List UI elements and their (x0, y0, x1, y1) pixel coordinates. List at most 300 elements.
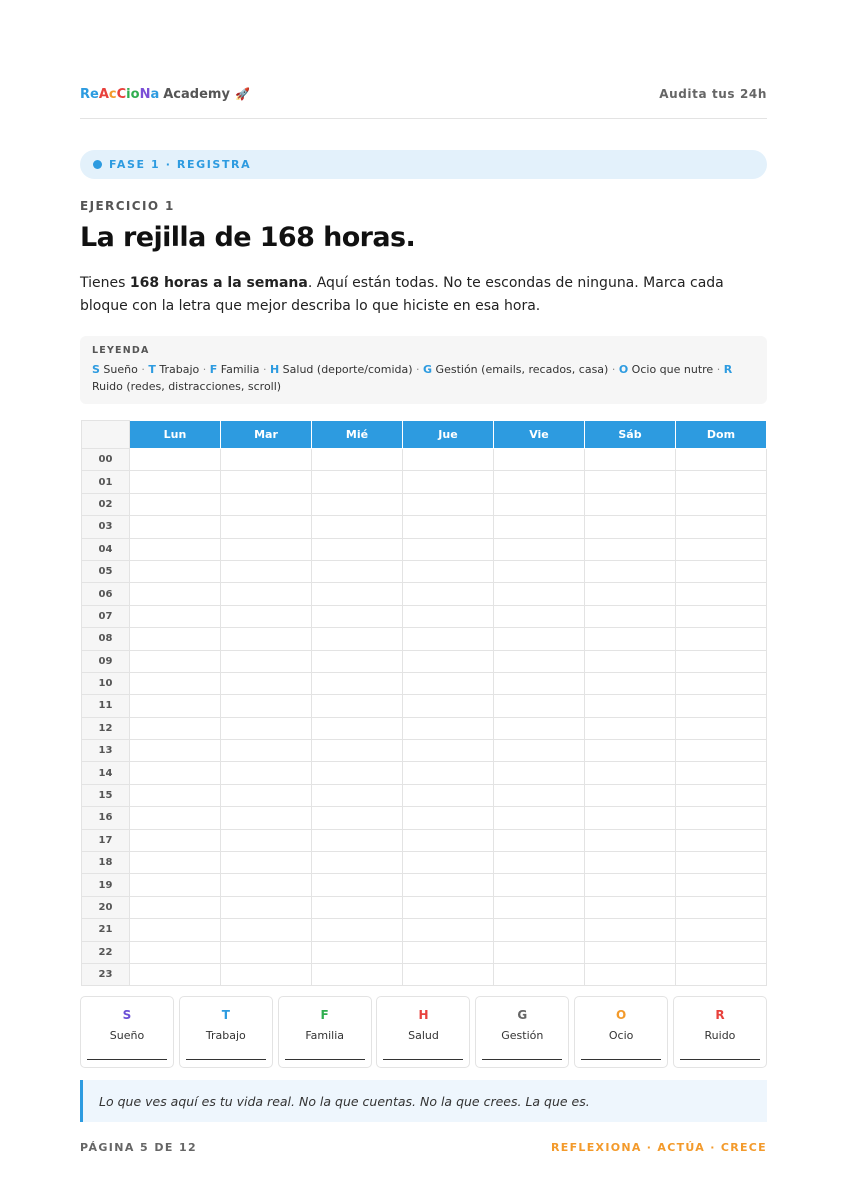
grid-cell[interactable] (494, 807, 585, 829)
grid-cell[interactable] (403, 650, 494, 672)
grid-cell[interactable] (585, 896, 676, 918)
hour-label: 03 (82, 516, 130, 538)
summary-card (376, 996, 470, 1068)
legend-separator: · (412, 363, 424, 376)
page-number: PÁGINA 5 DE 12 (80, 1141, 198, 1154)
grid-cell[interactable] (403, 583, 494, 605)
grid-cell[interactable] (494, 740, 585, 762)
legend-box (80, 336, 767, 404)
grid-cell[interactable] (403, 672, 494, 694)
hour-row (82, 896, 767, 918)
grid-cell[interactable] (585, 874, 676, 896)
grid-cell[interactable] (403, 807, 494, 829)
grid-cell[interactable] (403, 740, 494, 762)
hour-label: 11 (82, 695, 130, 717)
grid-cell[interactable] (494, 829, 585, 851)
grid-cell[interactable] (676, 784, 767, 806)
grid-cell[interactable] (676, 583, 767, 605)
brand-letter: a (150, 86, 160, 102)
card-label: Gestión (501, 1029, 544, 1042)
grid-cell[interactable] (130, 695, 221, 717)
grid-cell[interactable] (676, 919, 767, 941)
hour-label: 09 (82, 650, 130, 672)
grid-cell[interactable] (585, 829, 676, 851)
card-label: Trabajo (205, 1029, 246, 1042)
rocket-icon: 🚀 (234, 87, 250, 101)
legend-label: Ruido (redes, distracciones, scroll) (92, 380, 282, 393)
grid-cell[interactable] (312, 583, 403, 605)
grid-cell[interactable] (403, 941, 494, 963)
grid-cell[interactable] (312, 829, 403, 851)
hour-label: 02 (82, 493, 130, 515)
grid-cell[interactable] (403, 717, 494, 739)
summary-card (179, 996, 273, 1068)
grid-cell[interactable] (221, 538, 312, 560)
grid-cell[interactable] (221, 717, 312, 739)
grid-cell[interactable] (585, 672, 676, 694)
grid-cell[interactable] (676, 538, 767, 560)
grid-cell[interactable] (585, 941, 676, 963)
hour-row (82, 784, 767, 806)
grid-cell[interactable] (312, 471, 403, 493)
card-label: Sueño (109, 1029, 145, 1042)
grid-cell[interactable] (494, 650, 585, 672)
legend-label: Gestión (emails, recados, casa) (432, 363, 609, 376)
grid-cell[interactable] (130, 807, 221, 829)
grid-cell[interactable] (130, 471, 221, 493)
hour-label: 19 (82, 874, 130, 896)
grid-cell[interactable] (130, 852, 221, 874)
legend-separator: · (199, 363, 210, 376)
summary-card (574, 996, 668, 1068)
grid-cell[interactable] (221, 516, 312, 538)
grid-cell[interactable] (130, 516, 221, 538)
grid-cell[interactable] (403, 605, 494, 627)
grid-cell[interactable] (130, 560, 221, 582)
grid-cell[interactable] (585, 650, 676, 672)
legend-key: R (723, 363, 733, 376)
grid-cell[interactable] (494, 471, 585, 493)
grid-cell[interactable] (585, 538, 676, 560)
day-header: Mié (312, 421, 403, 449)
grid-cell[interactable] (676, 628, 767, 650)
grid-cell[interactable] (130, 762, 221, 784)
grid-cell[interactable] (403, 829, 494, 851)
grid-cell[interactable] (676, 449, 767, 471)
legend-key: O (618, 363, 629, 376)
footer-slogan: REFLEXIONA · ACTÚA · CRECE (551, 1141, 767, 1154)
hour-label: 16 (82, 807, 130, 829)
grid-corner (82, 421, 130, 449)
grid-cell[interactable] (403, 695, 494, 717)
grid-cell[interactable] (494, 919, 585, 941)
grid-cell[interactable] (403, 493, 494, 515)
grid-cell[interactable] (585, 516, 676, 538)
grid-cell[interactable] (403, 852, 494, 874)
grid-cell[interactable] (494, 874, 585, 896)
grid-cell[interactable] (676, 941, 767, 963)
intro-before: Tienes (80, 275, 130, 291)
card-letter: F (320, 1008, 329, 1022)
grid-cell[interactable] (494, 560, 585, 582)
quote-box (80, 1080, 767, 1122)
card-write-line[interactable] (482, 1059, 562, 1060)
hour-row (82, 628, 767, 650)
grid-cell[interactable] (130, 896, 221, 918)
grid-cell[interactable] (312, 762, 403, 784)
grid-cell[interactable] (221, 784, 312, 806)
card-write-line[interactable] (581, 1059, 661, 1060)
grid-cell[interactable] (676, 874, 767, 896)
hour-row (82, 538, 767, 560)
phase-banner (80, 150, 767, 179)
card-label: Salud (408, 1029, 439, 1042)
grid-cell[interactable] (312, 449, 403, 471)
brand-letter: o (130, 86, 140, 102)
grid-cell[interactable] (221, 695, 312, 717)
grid-cell[interactable] (221, 560, 312, 582)
phase-dot-icon (93, 160, 102, 169)
card-letter: S (122, 1008, 132, 1022)
grid-cell[interactable] (403, 449, 494, 471)
hour-label: 13 (82, 740, 130, 762)
grid-cell[interactable] (403, 628, 494, 650)
card-write-line[interactable] (680, 1059, 760, 1060)
grid-cell[interactable] (585, 919, 676, 941)
intro-after: . Aquí están todas. No te escondas de ninguna. Marca cada bloque con la letra que mejor describa lo que hiciste en esa hora. (80, 275, 724, 314)
grid-cell[interactable] (221, 852, 312, 874)
grid-cell[interactable] (403, 896, 494, 918)
grid-cell[interactable] (494, 628, 585, 650)
grid-cell[interactable] (403, 538, 494, 560)
grid-cell[interactable] (221, 628, 312, 650)
legend-label: Trabajo (155, 363, 200, 376)
hour-label: 15 (82, 784, 130, 806)
grid-cell[interactable] (585, 449, 676, 471)
summary-card (673, 996, 767, 1068)
grid-cell[interactable] (221, 941, 312, 963)
grid-cell[interactable] (312, 919, 403, 941)
grid-cell[interactable] (585, 605, 676, 627)
grid-cell[interactable] (585, 717, 676, 739)
brand-letter: A (98, 86, 109, 102)
brand-wordmark (80, 87, 159, 102)
brand-letter: c (108, 86, 117, 102)
grid-cell[interactable] (221, 963, 312, 985)
legend-label: Sueño (99, 363, 138, 376)
day-header: Jue (403, 421, 494, 449)
page-title: La rejilla de 168 horas. (80, 222, 416, 253)
grid-cell[interactable] (494, 583, 585, 605)
card-label: Ocio (608, 1029, 634, 1042)
legend-key: G (423, 363, 433, 376)
intro-bold: 168 horas a la semana (129, 275, 308, 291)
grid-cell[interactable] (403, 919, 494, 941)
grid-cell[interactable] (130, 672, 221, 694)
grid-cell[interactable] (494, 695, 585, 717)
grid-cell[interactable] (403, 874, 494, 896)
grid-cell[interactable] (221, 740, 312, 762)
card-letter: O (616, 1008, 627, 1022)
hour-label: 08 (82, 628, 130, 650)
grid-cell[interactable] (130, 874, 221, 896)
grid-cell[interactable] (130, 829, 221, 851)
summary-card (475, 996, 569, 1068)
hours-grid (81, 420, 767, 986)
grid-cell[interactable] (676, 471, 767, 493)
hour-row (82, 449, 767, 471)
grid-cell[interactable] (312, 560, 403, 582)
legend-label: Familia (217, 363, 260, 376)
grid-cell[interactable] (585, 852, 676, 874)
grid-cell[interactable] (130, 941, 221, 963)
hour-label: 14 (82, 762, 130, 784)
day-header: Mar (221, 421, 312, 449)
grid-cell[interactable] (494, 963, 585, 985)
hour-row (82, 762, 767, 784)
grid-cell[interactable] (676, 896, 767, 918)
day-header: Lun (130, 421, 221, 449)
grid-cell[interactable] (312, 493, 403, 515)
legend-separator: · (137, 363, 149, 376)
grid-cell[interactable] (676, 807, 767, 829)
grid-cell[interactable] (494, 852, 585, 874)
grid-cell[interactable] (585, 740, 676, 762)
grid-cell[interactable] (494, 784, 585, 806)
grid-cell[interactable] (676, 762, 767, 784)
grid-cell[interactable] (312, 538, 403, 560)
hour-row (82, 605, 767, 627)
hour-row (82, 740, 767, 762)
legend-key: H (269, 363, 280, 376)
grid-cell[interactable] (130, 919, 221, 941)
grid-cell[interactable] (130, 963, 221, 985)
grid-cell[interactable] (494, 516, 585, 538)
card-write-line[interactable] (87, 1059, 167, 1060)
grid-cell[interactable] (221, 650, 312, 672)
grid-cell[interactable] (221, 672, 312, 694)
grid-cell[interactable] (585, 628, 676, 650)
grid-cell[interactable] (676, 852, 767, 874)
grid-cell[interactable] (312, 717, 403, 739)
grid-cell[interactable] (130, 493, 221, 515)
grid-cell[interactable] (312, 874, 403, 896)
grid-cell[interactable] (312, 941, 403, 963)
hour-row (82, 471, 767, 493)
grid-cell[interactable] (676, 829, 767, 851)
grid-cell[interactable] (585, 807, 676, 829)
grid-cell[interactable] (494, 605, 585, 627)
day-header: Vie (494, 421, 585, 449)
card-letter: H (418, 1008, 429, 1022)
legend-key: T (148, 363, 156, 376)
legend-label: Salud (deporte/comida) (279, 363, 413, 376)
grid-cell[interactable] (676, 605, 767, 627)
grid-cell[interactable] (403, 762, 494, 784)
hour-row (82, 516, 767, 538)
grid-cell[interactable] (676, 516, 767, 538)
brand-letter: N (139, 86, 151, 102)
grid-cell[interactable] (221, 583, 312, 605)
summary-cards (80, 996, 767, 1068)
exercise-kicker: EJERCICIO 1 (80, 199, 175, 213)
brand-logo (80, 87, 250, 102)
grid-cell[interactable] (312, 740, 403, 762)
legend-key: S (92, 363, 100, 376)
brand-suffix: Academy (163, 86, 230, 102)
grid-cell[interactable] (585, 762, 676, 784)
grid-cell[interactable] (494, 896, 585, 918)
grid-cell[interactable] (312, 852, 403, 874)
grid-cell[interactable] (221, 449, 312, 471)
grid-cell[interactable] (585, 695, 676, 717)
hour-label: 20 (82, 896, 130, 918)
grid-cell[interactable] (130, 628, 221, 650)
intro-paragraph (80, 272, 770, 318)
hour-row (82, 672, 767, 694)
hour-row (82, 852, 767, 874)
grid-cell[interactable] (312, 695, 403, 717)
grid-cell[interactable] (221, 471, 312, 493)
grid-cell[interactable] (676, 560, 767, 582)
grid-cell[interactable] (312, 672, 403, 694)
grid-cell[interactable] (403, 560, 494, 582)
phase-label: FASE 1 · REGISTRA (109, 158, 252, 171)
grid-cell[interactable] (221, 896, 312, 918)
grid-cell[interactable] (676, 493, 767, 515)
grid-cell[interactable] (221, 762, 312, 784)
grid-cell[interactable] (312, 807, 403, 829)
day-header: Sáb (585, 421, 676, 449)
grid-cell[interactable] (130, 583, 221, 605)
card-write-line[interactable] (285, 1059, 365, 1060)
grid-cell[interactable] (130, 650, 221, 672)
hour-row (82, 829, 767, 851)
hour-row (82, 963, 767, 985)
card-label: Familia (305, 1029, 344, 1042)
grid-cell[interactable] (676, 963, 767, 985)
grid-cell[interactable] (221, 605, 312, 627)
legend-key: F (209, 363, 218, 376)
grid-cell[interactable] (403, 963, 494, 985)
grid-cell[interactable] (403, 471, 494, 493)
hour-label: 23 (82, 963, 130, 985)
brand-letter: e (90, 86, 99, 102)
grid-cell[interactable] (494, 941, 585, 963)
grid-cell[interactable] (312, 605, 403, 627)
grid-cell[interactable] (130, 605, 221, 627)
grid-cell[interactable] (494, 717, 585, 739)
grid-cell[interactable] (312, 784, 403, 806)
grid-cell[interactable] (676, 650, 767, 672)
grid-cell[interactable] (494, 672, 585, 694)
grid-cell[interactable] (221, 493, 312, 515)
grid-header-row (82, 421, 767, 449)
header-tagline: Audita tus 24h (659, 87, 767, 101)
hour-row (82, 583, 767, 605)
brand-letter: i (126, 86, 131, 102)
grid-cell[interactable] (221, 829, 312, 851)
hour-row (82, 650, 767, 672)
grid-cell[interactable] (221, 807, 312, 829)
grid-cell[interactable] (312, 963, 403, 985)
grid-cell[interactable] (585, 583, 676, 605)
grid-cell[interactable] (221, 874, 312, 896)
hour-label: 18 (82, 852, 130, 874)
grid-cell[interactable] (585, 784, 676, 806)
grid-cell[interactable] (676, 672, 767, 694)
hour-row (82, 919, 767, 941)
hour-label: 21 (82, 919, 130, 941)
hour-row (82, 560, 767, 582)
legend-separator: · (713, 363, 724, 376)
grid-cell[interactable] (585, 493, 676, 515)
legend-label: Ocio que nutre (628, 363, 714, 376)
grid-cell[interactable] (312, 628, 403, 650)
grid-cell[interactable] (403, 784, 494, 806)
grid-cell[interactable] (585, 471, 676, 493)
grid-cell[interactable] (221, 919, 312, 941)
grid-cell[interactable] (130, 740, 221, 762)
page-header (80, 84, 767, 104)
card-letter: R (715, 1008, 725, 1022)
hour-label: 07 (82, 605, 130, 627)
grid-cell[interactable] (494, 449, 585, 471)
hour-label: 01 (82, 471, 130, 493)
legend-items (92, 361, 755, 395)
legend-separator: · (608, 363, 619, 376)
grid-cell[interactable] (676, 740, 767, 762)
header-divider (80, 118, 767, 119)
hour-row (82, 493, 767, 515)
hour-row (82, 874, 767, 896)
hour-label: 10 (82, 672, 130, 694)
legend-separator: · (259, 363, 270, 376)
summary-card (80, 996, 174, 1068)
hour-label: 06 (82, 583, 130, 605)
hour-row (82, 717, 767, 739)
grid-cell[interactable] (585, 560, 676, 582)
grid-cell[interactable] (130, 717, 221, 739)
grid-cell[interactable] (130, 784, 221, 806)
grid-cell[interactable] (676, 695, 767, 717)
hour-label: 12 (82, 717, 130, 739)
hour-label: 22 (82, 941, 130, 963)
grid-cell[interactable] (312, 516, 403, 538)
card-write-line[interactable] (186, 1059, 266, 1060)
card-write-line[interactable] (383, 1059, 463, 1060)
grid-cell[interactable] (312, 650, 403, 672)
grid-cell[interactable] (403, 516, 494, 538)
summary-card (278, 996, 372, 1068)
grid-cell[interactable] (494, 493, 585, 515)
grid-cell[interactable] (130, 538, 221, 560)
hour-label: 00 (82, 449, 130, 471)
grid-cell[interactable] (494, 538, 585, 560)
grid-cell[interactable] (676, 717, 767, 739)
grid-cell[interactable] (494, 762, 585, 784)
hour-label: 05 (82, 560, 130, 582)
quote-text: Lo que ves aquí es tu vida real. No la que cuentas. No la que crees. La que es. (99, 1093, 590, 1109)
grid-cell[interactable] (312, 896, 403, 918)
day-header: Dom (676, 421, 767, 449)
grid-cell[interactable] (585, 963, 676, 985)
card-letter: T (221, 1008, 230, 1022)
grid-cell[interactable] (130, 449, 221, 471)
card-letter: G (517, 1008, 528, 1022)
brand-letter: C (116, 86, 127, 102)
hour-label: 04 (82, 538, 130, 560)
